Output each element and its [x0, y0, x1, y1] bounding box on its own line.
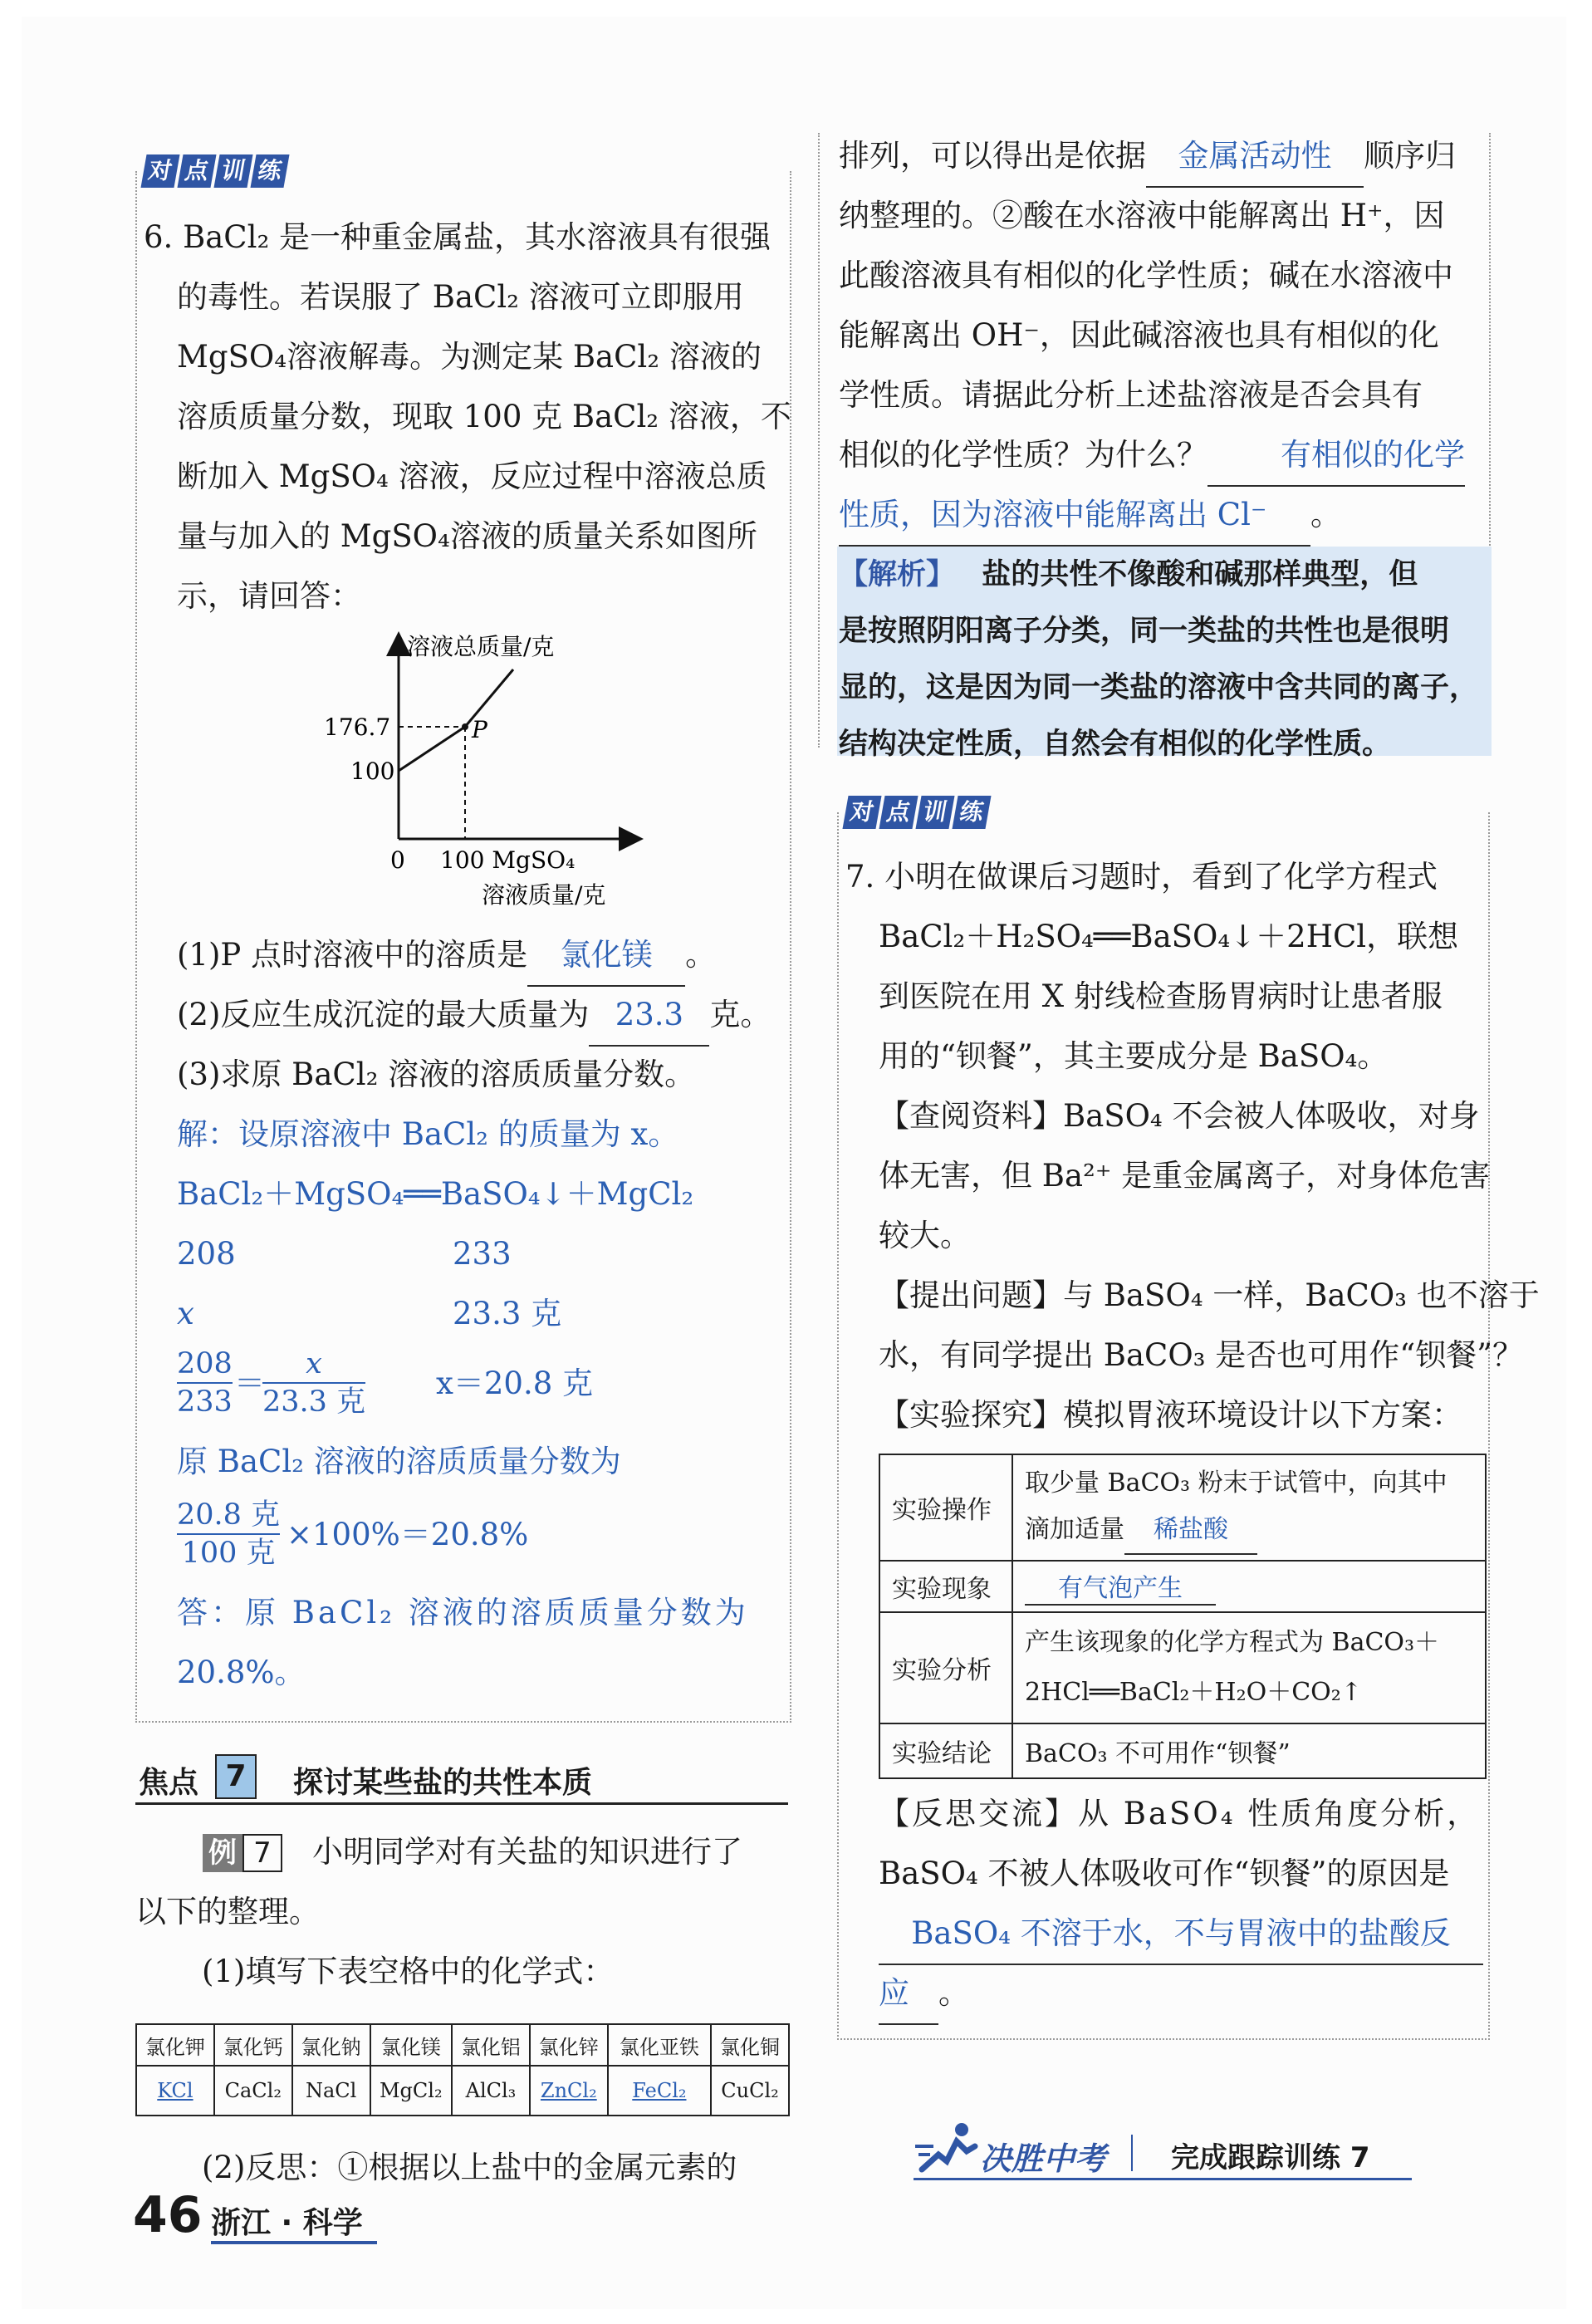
q6-line: 示，请回答：	[177, 578, 361, 614]
exp-row	[879, 1612, 1486, 1723]
r-line: 此酸溶液具有相似的化学性质；碱在水溶液中	[839, 257, 1453, 293]
answer-blank: 23.3	[589, 985, 709, 1047]
sol-equation: BaCl₂＋MgSO₄══BaSO₄↓＋MgCl₂	[177, 1176, 694, 1212]
footer-task-label: 完成跟踪训练 7	[1171, 2141, 1370, 2174]
q6-line: 断加入 MgSO₄ 溶液，反应过程中溶液总质	[177, 458, 767, 494]
exp-row-header: 实验操作	[879, 1454, 1012, 1561]
badge-char: 对	[140, 154, 179, 188]
q6-line: MgSO₄溶液解毒。为测定某 BaCl₂ 溶液的	[177, 339, 762, 375]
r-line: 能解离出 OH⁻，因此碱溶液也具有相似的化	[839, 317, 1439, 353]
focus-number: 7	[215, 1754, 257, 1799]
q7-line: 【提出问题】与 BaSO₄ 一样，BaCO₃ 也不溶于	[879, 1277, 1540, 1313]
answer-blank: 有相似的化学	[1207, 425, 1465, 487]
answer-blank: 氯化镁	[527, 925, 685, 987]
sol-mass: 233	[453, 1236, 512, 1272]
r-line: 纳整理的。②酸在水溶液中能解离出 H⁺，因	[839, 198, 1445, 233]
r-line: 学性质。请据此分析上述盐溶液是否会具有	[839, 377, 1423, 413]
analysis-line: 【解析】 盐的共性不像酸和碱那样典型，但	[839, 557, 1418, 591]
sol-mass: 23.3 克	[453, 1296, 562, 1331]
exp-row	[879, 1454, 1486, 1561]
badge-char: 点	[177, 154, 216, 188]
x-axis-label: 溶液质量/克	[482, 881, 606, 909]
mass-graph	[299, 623, 681, 922]
sol-percent: ×100%＝20.8%	[287, 1517, 529, 1552]
focus-title: 探讨某些盐的共性本质	[293, 1766, 593, 1800]
sol-line: 解：设原溶液中 BaCl₂ 的质量为 x。	[177, 1116, 679, 1152]
salt-header: 氯化镁	[370, 2024, 452, 2066]
answer-blank: 稀盐酸	[1124, 1507, 1257, 1555]
sol-result: x＝20.8 克	[436, 1365, 594, 1401]
salt-formula: MgCl₂	[370, 2066, 452, 2116]
q6-part1: (1)P 点时溶液中的溶质是 氯化镁 。	[177, 925, 716, 987]
q7-line: 【实验探究】模拟胃液环境设计以下方案：	[879, 1397, 1462, 1433]
q7-line: 水，有同学提出 BaCO₃ 是否也可用作“钡餐”？	[879, 1337, 1524, 1373]
example-number: 7	[242, 1834, 282, 1872]
badge-char: 训	[213, 154, 252, 188]
answer-blank: 应	[879, 1964, 938, 2025]
y-tick-100: 100	[350, 758, 395, 785]
exp-row-header: 实验结论	[879, 1723, 1012, 1778]
curve-segment-1	[399, 727, 465, 771]
salt-formula-row	[136, 2066, 789, 2116]
salt-formula: CuCl₂	[711, 2066, 789, 2116]
q7-line: 体无害，但 Ba²⁺ 是重金属离子，对身体危害	[879, 1158, 1491, 1194]
q7-line: 【反思交流】从 BaSO₄ 性质角度分析，	[879, 1796, 1481, 1831]
r-line: 排列，可以得出是依据 金属活动性 顺序归	[839, 126, 1456, 188]
q7-line: BaSO₄ 不被人体吸收可作“钡餐”的原因是	[879, 1856, 1450, 1891]
q6-part2: (2)反应生成沉淀的最大质量为 23.3 克。	[177, 985, 771, 1047]
q7-line: 7. 小明在做课后习题时，看到了化学方程式	[845, 859, 1438, 895]
y-axis-label: 溶液总质量/克	[407, 633, 555, 660]
sol-line: 原 BaCl₂ 溶液的溶质质量分数为	[177, 1444, 621, 1479]
fraction-2: x 23.3 克	[262, 1347, 366, 1419]
example-tag: 例	[203, 1834, 242, 1872]
salt-table	[135, 2023, 790, 2116]
origin-label: 0	[390, 846, 405, 874]
answer-blank: 性质，因为溶液中能解离出 Cl⁻	[839, 485, 1310, 547]
ex7-line: 小明同学对有关盐的知识进行了	[312, 1834, 742, 1870]
focus-label: 焦点	[139, 1766, 199, 1800]
salt-header: 氯化钾	[136, 2024, 214, 2066]
q7-line: 用的“钡餐”，其主要成分是 BaSO₄。	[879, 1038, 1389, 1074]
exp-cell: 取少量 BaCO₃ 粉末于试管中，向其中 滴加适量 稀盐酸	[1012, 1454, 1486, 1561]
exp-cell	[1012, 1561, 1486, 1612]
analysis-tag: 【解析】	[839, 557, 956, 591]
sol-mass: x	[177, 1296, 194, 1331]
sol-answer: 答：原 BaCl₂ 溶液的溶质质量分数为	[177, 1595, 749, 1630]
salt-header-row	[136, 2024, 789, 2066]
salt-header: 氯化亚铁	[608, 2024, 711, 2066]
salt-formula: FeCl₂	[608, 2066, 711, 2116]
salt-header: 氯化铝	[452, 2024, 530, 2066]
exp-cell: 产生该现象的化学方程式为 BaCO₃＋ 2HCl══BaCl₂＋H₂O＋CO₂↑	[1012, 1612, 1486, 1723]
badge-char: 训	[915, 796, 954, 829]
page-number: 46	[133, 2186, 203, 2244]
badge-char: 练	[952, 796, 991, 829]
fraction-1: 208 233	[177, 1347, 233, 1419]
r-line: 相似的化学性质？为什么？ 有相似的化学	[839, 425, 1465, 487]
exp-row	[879, 1723, 1486, 1778]
answer-blank: BaSO₄ 不溶于水，不与胃液中的盐酸反	[879, 1904, 1483, 1965]
q7-line: 【查阅资料】BaSO₄ 不会被人体吸收，对身	[879, 1098, 1480, 1134]
salt-formula: KCl	[136, 2066, 214, 2116]
ex7-line: (1)填写下表空格中的化学式：	[202, 1954, 615, 1989]
analysis-line: 显的，这是因为同一类盐的溶液中含共同的离子，	[839, 670, 1479, 704]
exp-row-header: 实验现象	[879, 1561, 1012, 1612]
q7-answer	[879, 1904, 1483, 1965]
exp-row	[879, 1561, 1486, 1612]
badge-char: 对	[842, 796, 881, 829]
focus-heading	[135, 1753, 788, 1805]
fraction-3: 20.8 克 100 克	[177, 1498, 281, 1570]
point-p	[462, 723, 468, 730]
salt-header: 氯化钠	[292, 2024, 370, 2066]
salt-header: 氯化锌	[530, 2024, 608, 2066]
q6-line: 6. BaCl₂ 是一种重金属盐，其水溶液具有很强	[144, 219, 772, 255]
answer-blank: 有气泡产生	[1025, 1567, 1216, 1606]
analysis-line: 结构决定性质，自然会有相似的化学性质。	[839, 727, 1392, 761]
point-label: P	[472, 716, 487, 743]
experiment-table	[879, 1454, 1487, 1779]
analysis-line: 是按照阴阳离子分类，同一类盐的共性也是很明	[839, 614, 1450, 648]
q6-part3: (3)求原 BaCl₂ 溶液的溶质质量分数。	[177, 1057, 696, 1092]
q6-line: 溶质质量分数，现取 100 克 BaCl₂ 溶液，不	[177, 399, 791, 434]
ex7-line: (2)反思：①根据以上盐中的金属元素的	[202, 2150, 737, 2185]
q7-line: 较大。	[879, 1218, 971, 1253]
q6-line: 量与加入的 MgSO₄溶液的质量关系如图所	[177, 518, 757, 554]
salt-formula: CaCl₂	[214, 2066, 292, 2116]
q7-line: 到医院在用 X 射线检查肠胃病时让患者服	[879, 978, 1443, 1014]
sol-answer: 20.8%。	[177, 1655, 306, 1690]
answer-blank: 金属活动性	[1146, 126, 1364, 188]
badge-char: 点	[879, 796, 918, 829]
badge-char: 练	[250, 154, 289, 188]
salt-header: 氯化钙	[214, 2024, 292, 2066]
y-tick-176: 176.7	[324, 713, 391, 741]
footer-divider	[1131, 2135, 1133, 2171]
r-line: 性质，因为溶液中能解离出 Cl⁻ 。	[839, 485, 1341, 547]
footer-label: 浙江 · 科学	[211, 2206, 363, 2240]
q7-line: BaCl₂＋H₂SO₄══BaSO₄↓＋2HCl，联想	[879, 919, 1459, 954]
ex7-line: 以下的整理。	[135, 1894, 320, 1929]
analysis-box	[837, 547, 1492, 761]
salt-header: 氯化铜	[711, 2024, 789, 2066]
salt-formula: ZnCl₂	[530, 2066, 608, 2116]
salt-formula: AlCl₃	[452, 2066, 530, 2116]
q6-line: 的毒性。若误服了 BaCl₂ 溶液可立即服用	[177, 279, 744, 315]
exp-row-header: 实验分析	[879, 1612, 1012, 1723]
runner-icon	[914, 2121, 980, 2176]
footer-rule	[914, 2178, 1412, 2180]
sol-mass: 208	[177, 1236, 236, 1272]
x-tick-label: 100 MgSO₄	[440, 846, 576, 874]
brand-logo: 决胜中考	[980, 2140, 1107, 2177]
q7-answer: 应 。	[879, 1964, 969, 2025]
exp-cell: BaCO₃ 不可用作“钡餐”	[1012, 1723, 1486, 1778]
salt-formula: NaCl	[292, 2066, 370, 2116]
footer-underline	[211, 2241, 377, 2244]
